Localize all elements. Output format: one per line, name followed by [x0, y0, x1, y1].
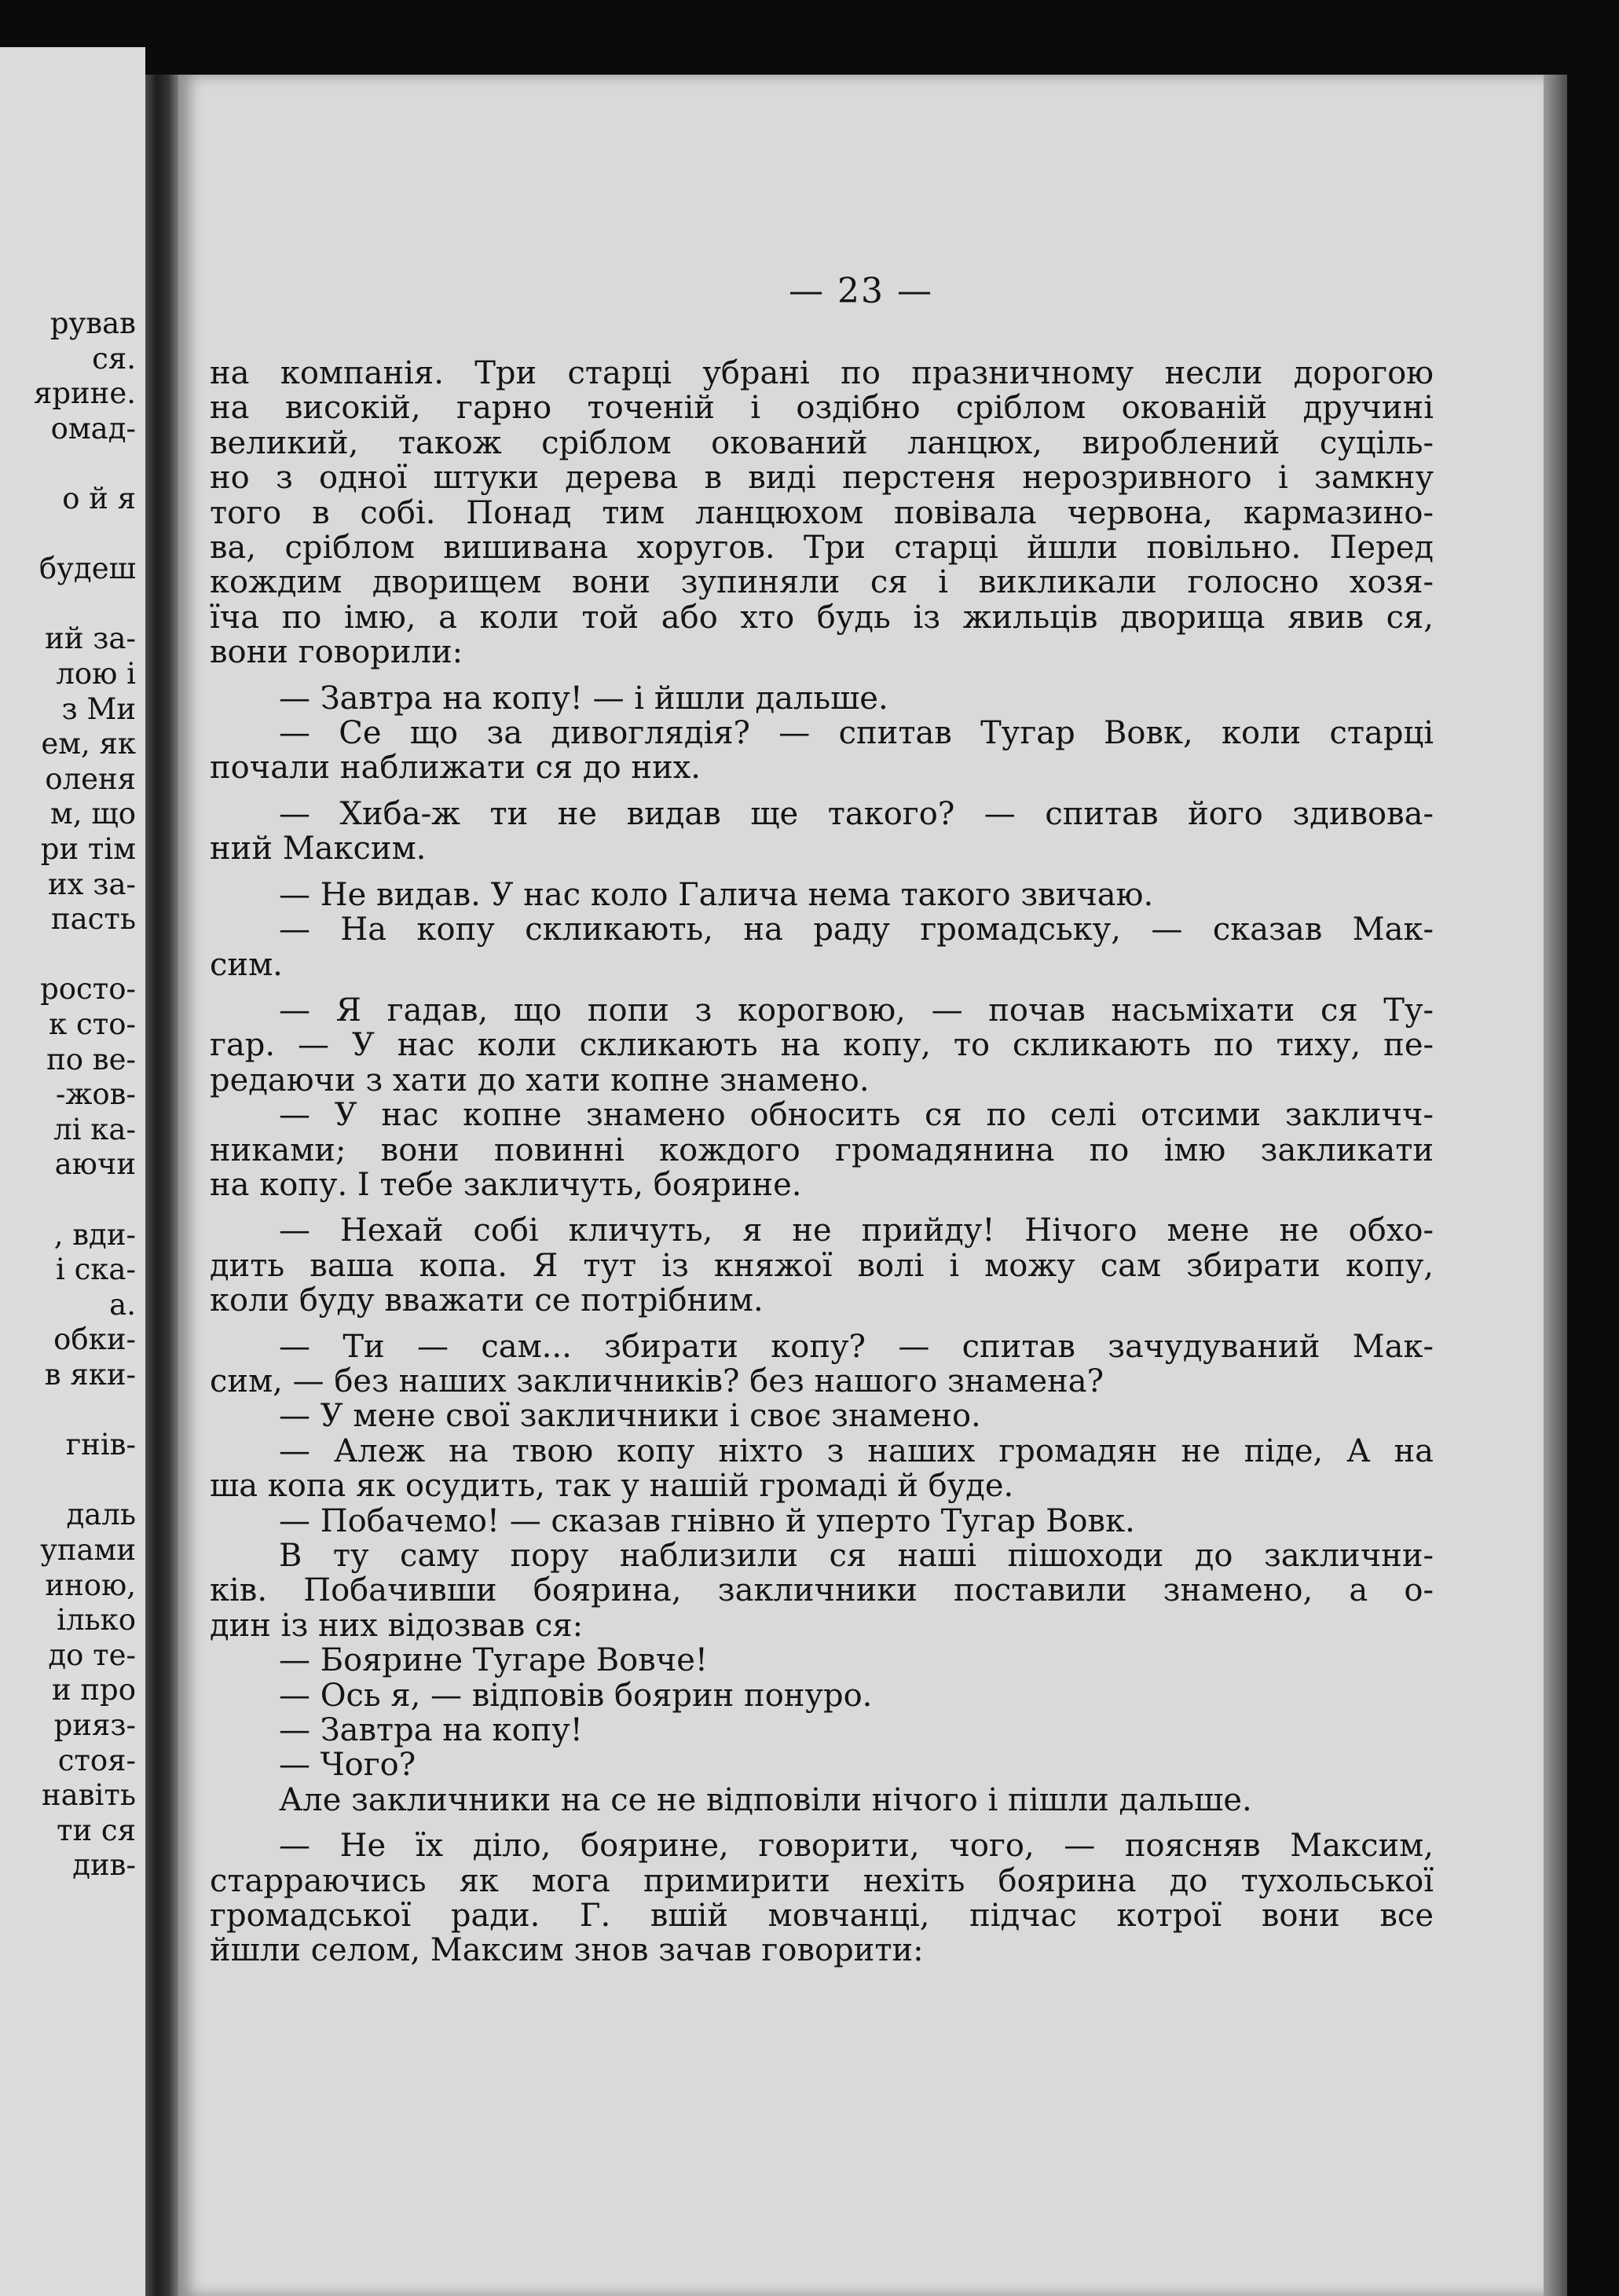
previous-page-line: навіть [42, 1778, 136, 1813]
previous-page-line: упами [40, 1533, 136, 1567]
previous-page-line: росто- [40, 972, 136, 1007]
previous-page-line: будеш [38, 552, 136, 586]
text-line: ний Максим. [210, 831, 427, 867]
previous-page-line: а. [109, 1287, 136, 1322]
text-line: — Завтра на копу! — і йшли дальше. [279, 680, 888, 717]
paragraph-gap [210, 670, 1434, 681]
text-line: никами; вони повинні кождого громадянина по імю закликати [210, 1131, 1434, 1168]
previous-page-line: див- [72, 1848, 136, 1883]
text-line: — У мене свої закличники і своє знамено. [279, 1398, 981, 1435]
previous-page-line: лі ка- [53, 1112, 136, 1146]
previous-page-line: стоя- [57, 1743, 136, 1777]
text-line: гар. — У нас коли скликають на копу, то скликають по тиху, пе- [210, 1027, 1434, 1064]
text-line: В ту саму пору наблизили ся наші пішоходи до заклични- [279, 1538, 1434, 1574]
page-body-text [210, 356, 1434, 1968]
text-line: на високій, гарно точеній і оздібно сріблом окованій дручині [210, 390, 1434, 427]
previous-page-line: и про [51, 1673, 136, 1707]
text-line: — Ти — сам... збирати копу? — спитав зачудуваний Мак- [279, 1328, 1434, 1365]
previous-page-line: даль [66, 1498, 136, 1532]
paragraph-gap [210, 786, 1434, 797]
previous-page-line: з Ми [61, 691, 136, 726]
paragraph-gap [210, 1817, 1434, 1828]
book-spine-gutter [145, 75, 178, 2296]
text-line: но з одної штуки дерева в виді перстеня нерозривного і замкну [210, 460, 1434, 497]
text-line: великий, також сріблом окований ланцюх, вироблений суціль- [210, 424, 1434, 461]
text-line: на компанія. Три старці убрані по празничному несли дорогою [210, 355, 1434, 391]
previous-page-line: , вди- [53, 1217, 136, 1252]
text-line: — Не видав. У нас коло Галича нема такого звичаю. [279, 876, 1154, 913]
text-line: ва, сріблом вишивана хоругов. Три старці йшли повільно. Перед [210, 530, 1434, 567]
text-line: на копу. І тебе закличуть, боярине. [210, 1166, 802, 1203]
text-line: вони говорили: [210, 634, 463, 671]
previous-page-line: ярине. [33, 376, 136, 411]
text-line: — Хиба-ж ти не видав ще такого? — спитав його здивова- [279, 795, 1434, 832]
text-line: — Боярине Тугаре Вовче! [279, 1642, 708, 1679]
text-line: старраючись як мога примирити нехіть боярина до тухольської [210, 1862, 1434, 1899]
previous-page-line: лою і [56, 657, 136, 691]
text-line: — Я гадав, що попи з корогвою, — почав насьміхати ся Ту- [279, 992, 1434, 1029]
previous-page-line: ілько [57, 1603, 136, 1638]
text-line: сим. [210, 946, 283, 983]
text-line: — На копу скликають, на раду громадську, — сказав Мак- [279, 911, 1434, 948]
text-line: — У нас копне знамено обносить ся по селі отсими закличч- [279, 1097, 1434, 1134]
previous-page-line: рував [49, 306, 136, 340]
text-line: ша копа як осудить, так у нашій громаді й буде. [210, 1468, 1014, 1505]
page-number: — 23 — [789, 271, 933, 311]
text-line: кождим дворищем вони зупиняли ся і викликали голосно хозя- [210, 564, 1434, 601]
text-line: — Не їх діло, боярине, говорити, чого, — поясняв Максим, [279, 1828, 1434, 1865]
book-page [178, 75, 1544, 2296]
page-edge-shadow [1544, 75, 1567, 2296]
text-line: того в собі. Понад тим ланцюхом повівала червона, кармазино- [210, 494, 1434, 531]
text-line: — Се що за дивоглядія? — спитав Тугар Вовк, коли старці [279, 715, 1434, 752]
previous-page-line: м, що [50, 797, 136, 831]
previous-page-line: по ве- [46, 1042, 136, 1076]
text-line: — Завтра на копу! [279, 1712, 583, 1749]
previous-page-line: иною, [45, 1568, 136, 1602]
previous-page-line: ем, як [41, 727, 136, 761]
previous-page-line: пасть [50, 902, 136, 937]
previous-page-line: омад- [50, 411, 136, 446]
previous-page-line: рияз- [53, 1708, 136, 1742]
paragraph-gap [210, 1202, 1434, 1213]
previous-page-line: і ска- [55, 1253, 136, 1287]
previous-page-line: к сто- [49, 1007, 136, 1041]
previous-page-line: оленя [45, 761, 136, 796]
paragraph-gap [210, 982, 1434, 993]
text-line: почали наближати ся до них. [210, 750, 701, 787]
previous-page-line: в яки- [44, 1358, 136, 1392]
paragraph-gap [210, 867, 1434, 878]
text-line: дин із них відозвав ся: [210, 1607, 584, 1644]
text-line: громадської ради. Г. вшій мовчанці, підчас котрої вони все [210, 1898, 1434, 1935]
text-line: — Ось я, — відповів боярин понуро. [279, 1677, 873, 1714]
text-line: коли буду вважати се потрібним. [210, 1282, 764, 1319]
text-line: редаючи з хати до хати копне знамено. [210, 1062, 870, 1098]
previous-page-line: ри тім [40, 832, 136, 866]
text-line: сим, — без наших закличників? без нашого знамена? [210, 1363, 1104, 1399]
text-line: — Нехай собі кличуть, я не прийду! Нічого мене не обхо- [279, 1212, 1434, 1249]
previous-page-line: обки- [53, 1322, 136, 1357]
previous-page-line: -жов- [55, 1077, 136, 1112]
previous-page-line: до те- [48, 1638, 136, 1672]
text-line: йшли селом, Максим знов зачав говорити: [210, 1932, 924, 1969]
previous-page-line: аючи [54, 1147, 136, 1182]
text-line: — Алеж на твою копу ніхто з наших громадян не піде, А на [279, 1432, 1434, 1469]
text-line: — Чого? [279, 1747, 416, 1784]
text-line: Але закличники на се не відповіли нічого і пішли дальше. [279, 1781, 1252, 1818]
previous-page-fragment [0, 47, 145, 2296]
previous-page-line: гнів- [65, 1428, 136, 1462]
previous-page-line: ся. [92, 341, 136, 376]
text-line: — Побачемо! — сказав гнівно й уперто Тугар Вовк. [279, 1502, 1135, 1539]
text-line: їча по імю, а коли той або хто будь із жильців дворища явив ся, [210, 599, 1434, 636]
text-line: ків. Побачивши боярина, закличники поставили знамено, а о- [210, 1572, 1434, 1609]
paragraph-gap [210, 1319, 1434, 1330]
previous-page-line: ий за- [45, 622, 136, 656]
previous-page-line: их за- [47, 867, 136, 901]
previous-page-line: о й я [62, 482, 136, 515]
text-line: дить ваша копа. Я тут із княжої волі і можу сам збирати копу, [210, 1247, 1434, 1284]
previous-page-line: ти ся [57, 1813, 136, 1847]
